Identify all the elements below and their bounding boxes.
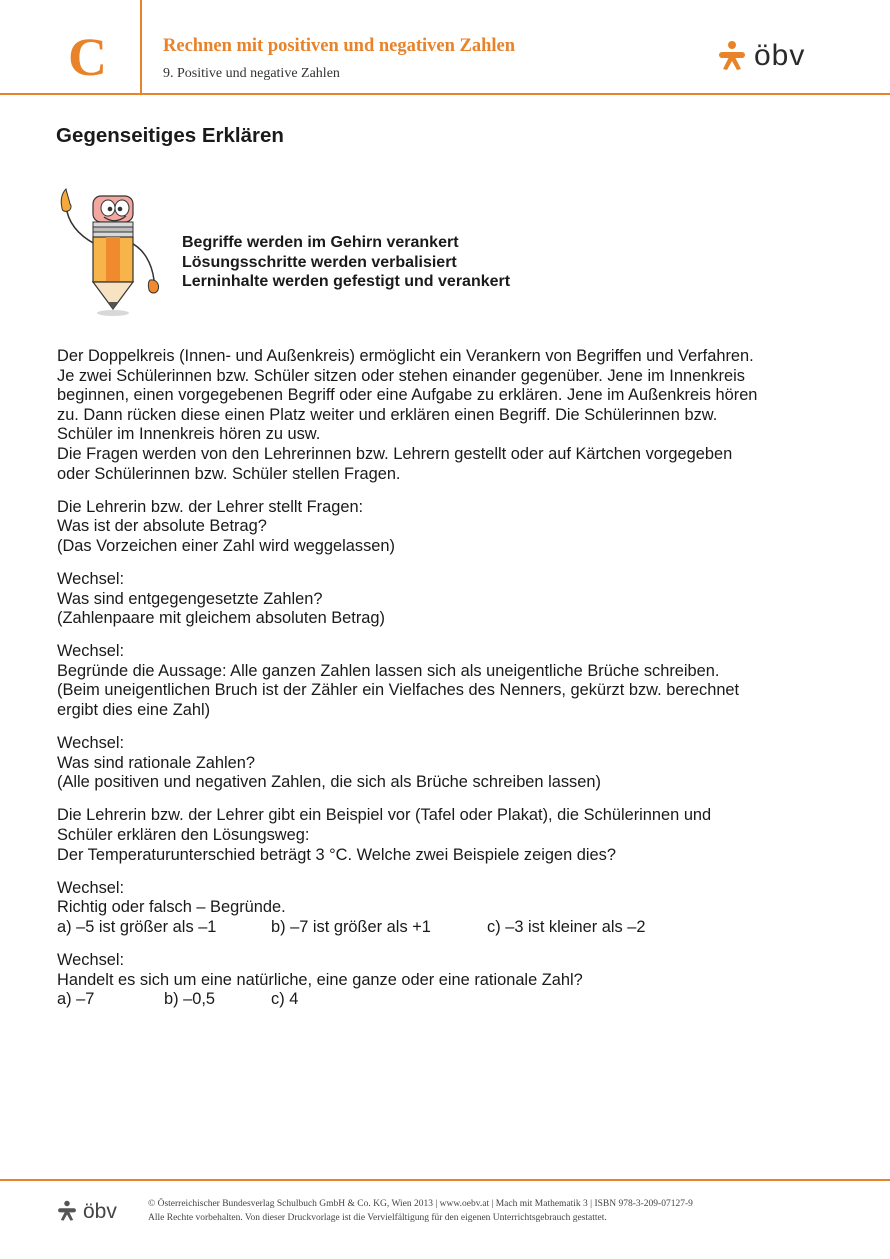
text-line: (Das Vorzeichen einer Zahl wird weggelassen) <box>57 536 395 555</box>
text-line: Die Fragen werden von den Lehrerinnen bzw. Lehrern gestellt oder auf Kärtchen vorgegeben <box>57 444 733 463</box>
text-line: Wechsel: <box>57 734 125 753</box>
question-block-opposite-numbers <box>57 570 847 629</box>
text-line: (Beim uneigentlichen Bruch ist der Zähler ein Vielfaches des Nenners, gekürzt bzw. berechnet <box>57 681 740 700</box>
example-block-temperature <box>57 806 847 865</box>
text-line: Die Lehrerin bzw. der Lehrer gibt ein Beispiel vor (Tafel oder Plakat), die Schülerinnen und <box>57 806 712 825</box>
key-benefits <box>182 233 510 292</box>
header-divider-horizontal <box>0 93 890 95</box>
star-logo-icon <box>56 1200 78 1222</box>
chapter-title: Rechnen mit positiven und negativen Zahlen <box>163 36 516 56</box>
exercise-item: c) 4 <box>271 990 299 1009</box>
exercise-item: a) –5 ist größer als –1 <box>57 917 217 936</box>
text-line: zu. Dann rücken diese einen Platz weiter und erklären einen Begriff. Die Schülerinnen bzw. <box>57 405 718 424</box>
text-line: Je zwei Schülerinnen bzw. Schüler sitzen oder stehen einander gegenüber. Jene im Innenkreis <box>57 366 745 385</box>
page-title: Gegenseitiges Erklären <box>56 124 284 147</box>
text-line: Was ist der absolute Betrag? <box>57 517 267 536</box>
benefit-item: Begriffe werden im Gehirn verankert <box>182 234 459 251</box>
benefit-item: Lösungsschritte werden verbalisiert <box>182 253 457 271</box>
text-line: Was sind entgegengesetzte Zahlen? <box>57 589 323 608</box>
text-line: Der Temperaturunterschied beträgt 3 °C. Welche zwei Beispiele zeigen dies? <box>57 845 616 864</box>
exercise-block-number-type <box>57 951 847 1010</box>
text-line: Die Lehrerin bzw. der Lehrer stellt Fragen: <box>57 497 364 516</box>
chapter-subtitle: 9. Positive und negative Zahlen <box>163 66 340 81</box>
pencil-mascot-icon <box>52 184 172 324</box>
text-line: Schüler erklären den Lösungsweg: <box>57 825 310 844</box>
exercise-items <box>57 918 847 938</box>
text-line: Handelt es sich um eine natürliche, eine ganze oder eine rationale Zahl? <box>57 970 583 989</box>
rights-line: Alle Rechte vorbehalten. Von dieser Druckvorlage ist die Vervielfältigung für den eigenen Unterrichtsgebrauch gestattet. <box>148 1212 607 1223</box>
text-line: Begründe die Aussage: Alle ganzen Zahlen lassen sich als uneigentliche Brüche schreiben. <box>57 661 720 680</box>
exercise-item: b) –0,5 <box>164 990 216 1009</box>
copyright-line: © Österreichischer Bundesverlag Schulbuch GmbH & Co. KG, Wien 2013 | www.oebv.at | Mach mit Mathematik 3 | ISBN 978-3-209-07127-9 <box>148 1199 693 1209</box>
text-line: Wechsel: <box>57 642 125 661</box>
text-line: Wechsel: <box>57 950 125 969</box>
logo-text: öbv <box>754 39 806 72</box>
question-block-rational-numbers <box>57 734 847 793</box>
text-line: Der Doppelkreis (Innen- und Außenkreis) ermöglicht ein Verankern von Begriffen und Verfahren. <box>57 347 754 365</box>
text-line: Schüler im Innenkreis hören zu usw. <box>57 425 321 444</box>
benefit-item: Lerninhalte werden gefestigt und verankert <box>182 273 511 290</box>
exercise-block-true-false <box>57 879 847 938</box>
chapter-letter: C <box>68 27 107 87</box>
text-line: Was sind rationale Zahlen? <box>57 753 256 772</box>
intro-paragraph <box>57 347 847 484</box>
question-block-absolute-value <box>57 498 847 557</box>
exercise-item: a) –7 <box>57 990 95 1009</box>
text-line: ergibt dies eine Zahl) <box>57 701 211 719</box>
header-divider-vertical <box>140 0 142 94</box>
footer-divider <box>0 1179 890 1181</box>
exercise-items <box>57 990 847 1010</box>
footer-logo-text: öbv <box>83 1199 117 1223</box>
exercise-item: c) –3 ist kleiner als –2 <box>487 917 646 936</box>
star-logo-icon <box>716 40 748 72</box>
footer-logo <box>56 1200 117 1222</box>
question-block-fractions <box>57 642 847 720</box>
text-line: beginnen, einen vorgegebenen Begriff oder eine Aufgabe zu erklären. Jene im Außenkreis hören <box>57 386 758 405</box>
text-line: oder Schülerinnen bzw. Schüler stellen Fragen. <box>57 464 401 483</box>
text-line: (Zahlenpaare mit gleichem absoluten Betrag) <box>57 609 385 628</box>
copyright-notice <box>148 1198 693 1225</box>
publisher-logo <box>716 40 805 72</box>
text-line: Wechsel: <box>57 878 125 897</box>
text-line: (Alle positiven und negativen Zahlen, die sich als Brüche schreiben lassen) <box>57 773 601 792</box>
text-line: Richtig oder falsch – Begründe. <box>57 898 286 917</box>
exercise-item: b) –7 ist größer als +1 <box>271 917 431 936</box>
main-content <box>57 347 847 1023</box>
text-line: Wechsel: <box>57 569 125 588</box>
